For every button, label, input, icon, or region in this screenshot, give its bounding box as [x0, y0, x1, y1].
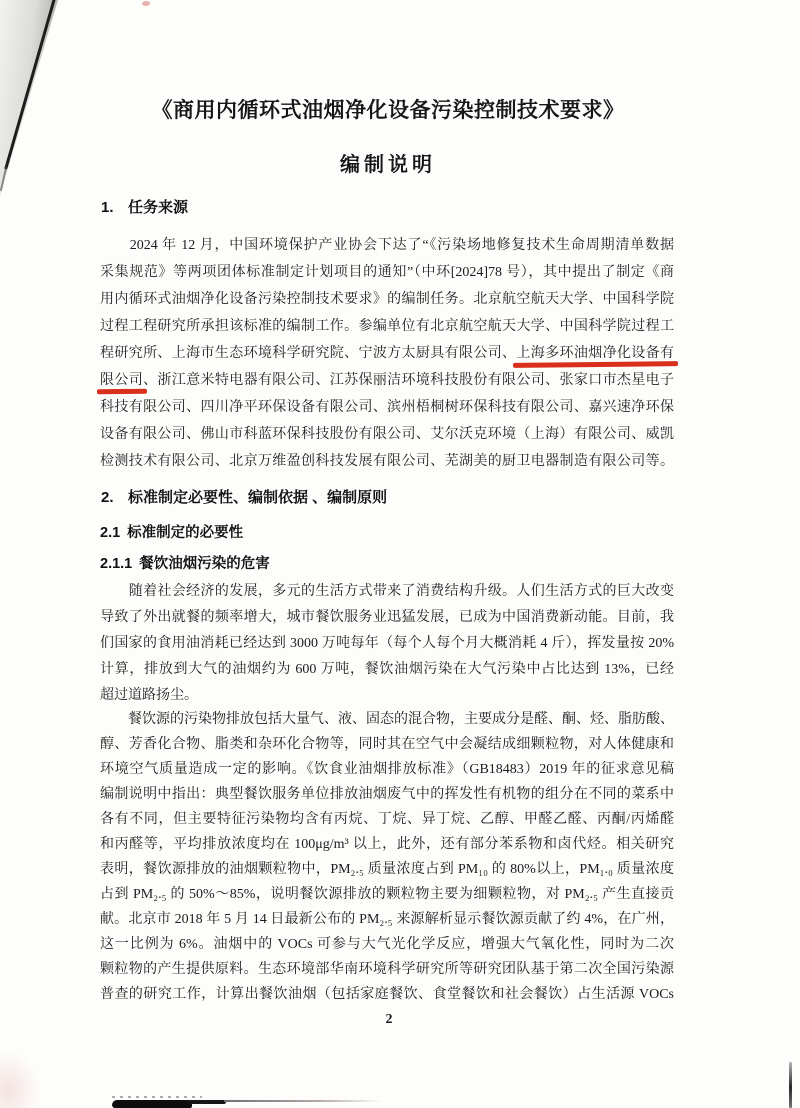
section-2-heading [101, 486, 387, 507]
scan-corner-fold-artifact [0, 0, 72, 200]
text-line: 各有不同，但主要特征污染物均含有丙烷、丁烷、异丁烷、乙醇、甲醛乙醛、丙酮/丙烯醛 [100, 812, 674, 827]
paragraph-pollutants [100, 707, 674, 1007]
section-2-1-1-number: 2.1.1 [100, 556, 133, 572]
text-line: 2024 年 12 月，中国环境保护产业协会下达了“《污染场地修复技术生命周期清单数据 [100, 238, 674, 253]
text-line: 计算，排放到大气的油烟约为 600 万吨，餐饮油烟污染在大气污染中占比达到 13%，已经 [100, 662, 674, 677]
text-line: 和丙醛等，平均排放浓度均在 100μg/m³ 以上，此外，还有部分苯系物和卤代烃。相关研究 [100, 837, 674, 852]
text-line: 表明，餐饮源排放的油烟颗粒物中，PM₂.₅ 质量浓度占到 PM₁₀ 的 80%以上，PM₁.₀ 质量浓度 [100, 862, 674, 877]
section-1-heading [101, 196, 188, 217]
section-2-number: 2. [101, 489, 114, 506]
text-line: 检测技术有限公司、北京万维盈创科技发展有限公司、芜湖美的厨卫电器制造有限公司等。 [100, 454, 674, 469]
page-number: 2 [385, 1012, 393, 1027]
text-segment: 超过道路扬尘。 [100, 688, 198, 703]
section-2-title: 标准制定必要性、编制依据 、编制原则 [128, 489, 388, 506]
text-line [100, 367, 674, 394]
text-line: 颗粒物的产生提供原料。生态环境部华南环境科学研究所等研究团队基于第二次全国污染源 [100, 962, 674, 977]
red-underlined-text: 限公司 [100, 373, 144, 388]
scan-right-edge-line-artifact [789, 1062, 792, 1108]
text-segment: 、浙江意米特电器有限公司、江苏保丽洁环境科技股份有限公司、张家口市杰星电子 [143, 373, 674, 388]
scan-black-blob-artifact [112, 1100, 192, 1108]
text-line: 科技有限公司、四川净平环保设备有限公司、滨州梧桐树环保科技有限公司、嘉兴速净环保 [100, 400, 674, 415]
text-line: 环境空气质量造成一定的影响。《饮食业油烟排放标准》（GB18483）2019 年的征求意见稿 [100, 762, 674, 777]
document-title: 《商用内循环式油烟净化设备污染控制技术要求》 [151, 99, 625, 122]
text-line: 随着社会经济的发展，多元的生活方式带来了消费结构升级。人们生活方式的巨大改变 [100, 584, 674, 599]
text-line: 醇、芳香化合物、脂类和杂环化合物等，同时其在空气中会凝结成细颗粒物，对人体健康和 [100, 737, 674, 752]
scan-black-line-artifact [188, 1100, 226, 1104]
text-line: 们国家的食用油消耗已经达到 3000 万吨每年（每个人每个月大概消耗 4 斤），挥发量按 20% [100, 636, 674, 651]
scan-dotted-line-artifact [112, 1096, 202, 1098]
section-2-1-heading [100, 521, 243, 542]
text-line: 献。北京市 2018 年 5 月 14 日最新公布的 PM₂.₅ 来源解析显示餐饮源贡献了约 4%，在广州， [100, 912, 674, 927]
section-1-title: 任务来源 [128, 199, 189, 216]
scan-smudge-artifact [0, 1050, 40, 1108]
text-line: 这一比例为 6%。油烟中的 VOCs 可参与大气光化学反应，增强大气氧化性，同时为二次 [100, 937, 674, 952]
text-line: 占到 PM₂.₅ 的 50%～85%，说明餐饮源排放的颗粒物主要为细颗粒物，对 PM₂.₅ 产生直接贡 [100, 887, 674, 902]
text-line [100, 683, 674, 709]
text-line: 过程工程研究所承担该标准的编制工作。参编单位有北京航空航天大学、中国科学院过程工 [100, 319, 674, 334]
red-underlined-text: 上海多环油烟净化设备有 [516, 346, 675, 361]
section-1-number: 1. [101, 199, 114, 216]
text-line: 用内循环式油烟净化设备污染控制技术要求》的编制任务。北京航空航天大学、中国科学院 [100, 292, 674, 307]
section-2-1-number: 2.1 [100, 525, 121, 541]
scan-pink-speck-artifact [142, 1, 150, 6]
text-line: 编制说明中指出：典型餐饮服务单位排放油烟废气中的挥发性有机物的组分在不同的菜系中 [100, 787, 674, 802]
text-line: 采集规范》等两项团体标准制定计划项目的通知”（中环[2024]78 号），其中提出了制定《商 [100, 265, 674, 280]
text-line: 普查的研究工作，计算出餐饮油烟（包括家庭餐饮、食堂餐饮和社会餐饮）占生活源 VOCs [100, 987, 674, 1002]
paragraph-task-source [100, 232, 674, 475]
scan-faint-line-artifact [224, 1100, 382, 1102]
section-2-1-title: 标准制定的必要性 [127, 525, 244, 541]
section-2-1-1-title: 餐饮油烟污染的危害 [139, 556, 270, 572]
text-segment: 程研究所、上海市生态环境科学研究院、宁波方太厨具有限公司、 [100, 346, 517, 361]
document-subtitle: 编制说明 [340, 154, 436, 176]
paragraph-lifestyle [100, 579, 674, 709]
text-line: 设备有限公司、佛山市科蓝环保科技股份有限公司、艾尔沃克环境（上海）有限公司、威凯 [100, 427, 674, 442]
text-line: 餐饮源的污染物排放包括大量气、液、固态的混合物，主要成分是醛、酮、烃、脂肪酸、 [100, 712, 674, 727]
text-line: 导致了外出就餐的频率增大，城市餐饮服务业迅猛发展，已成为中国消费新动能。目前，我 [100, 610, 674, 625]
text-line [100, 340, 674, 367]
section-2-1-1-heading [100, 552, 270, 573]
